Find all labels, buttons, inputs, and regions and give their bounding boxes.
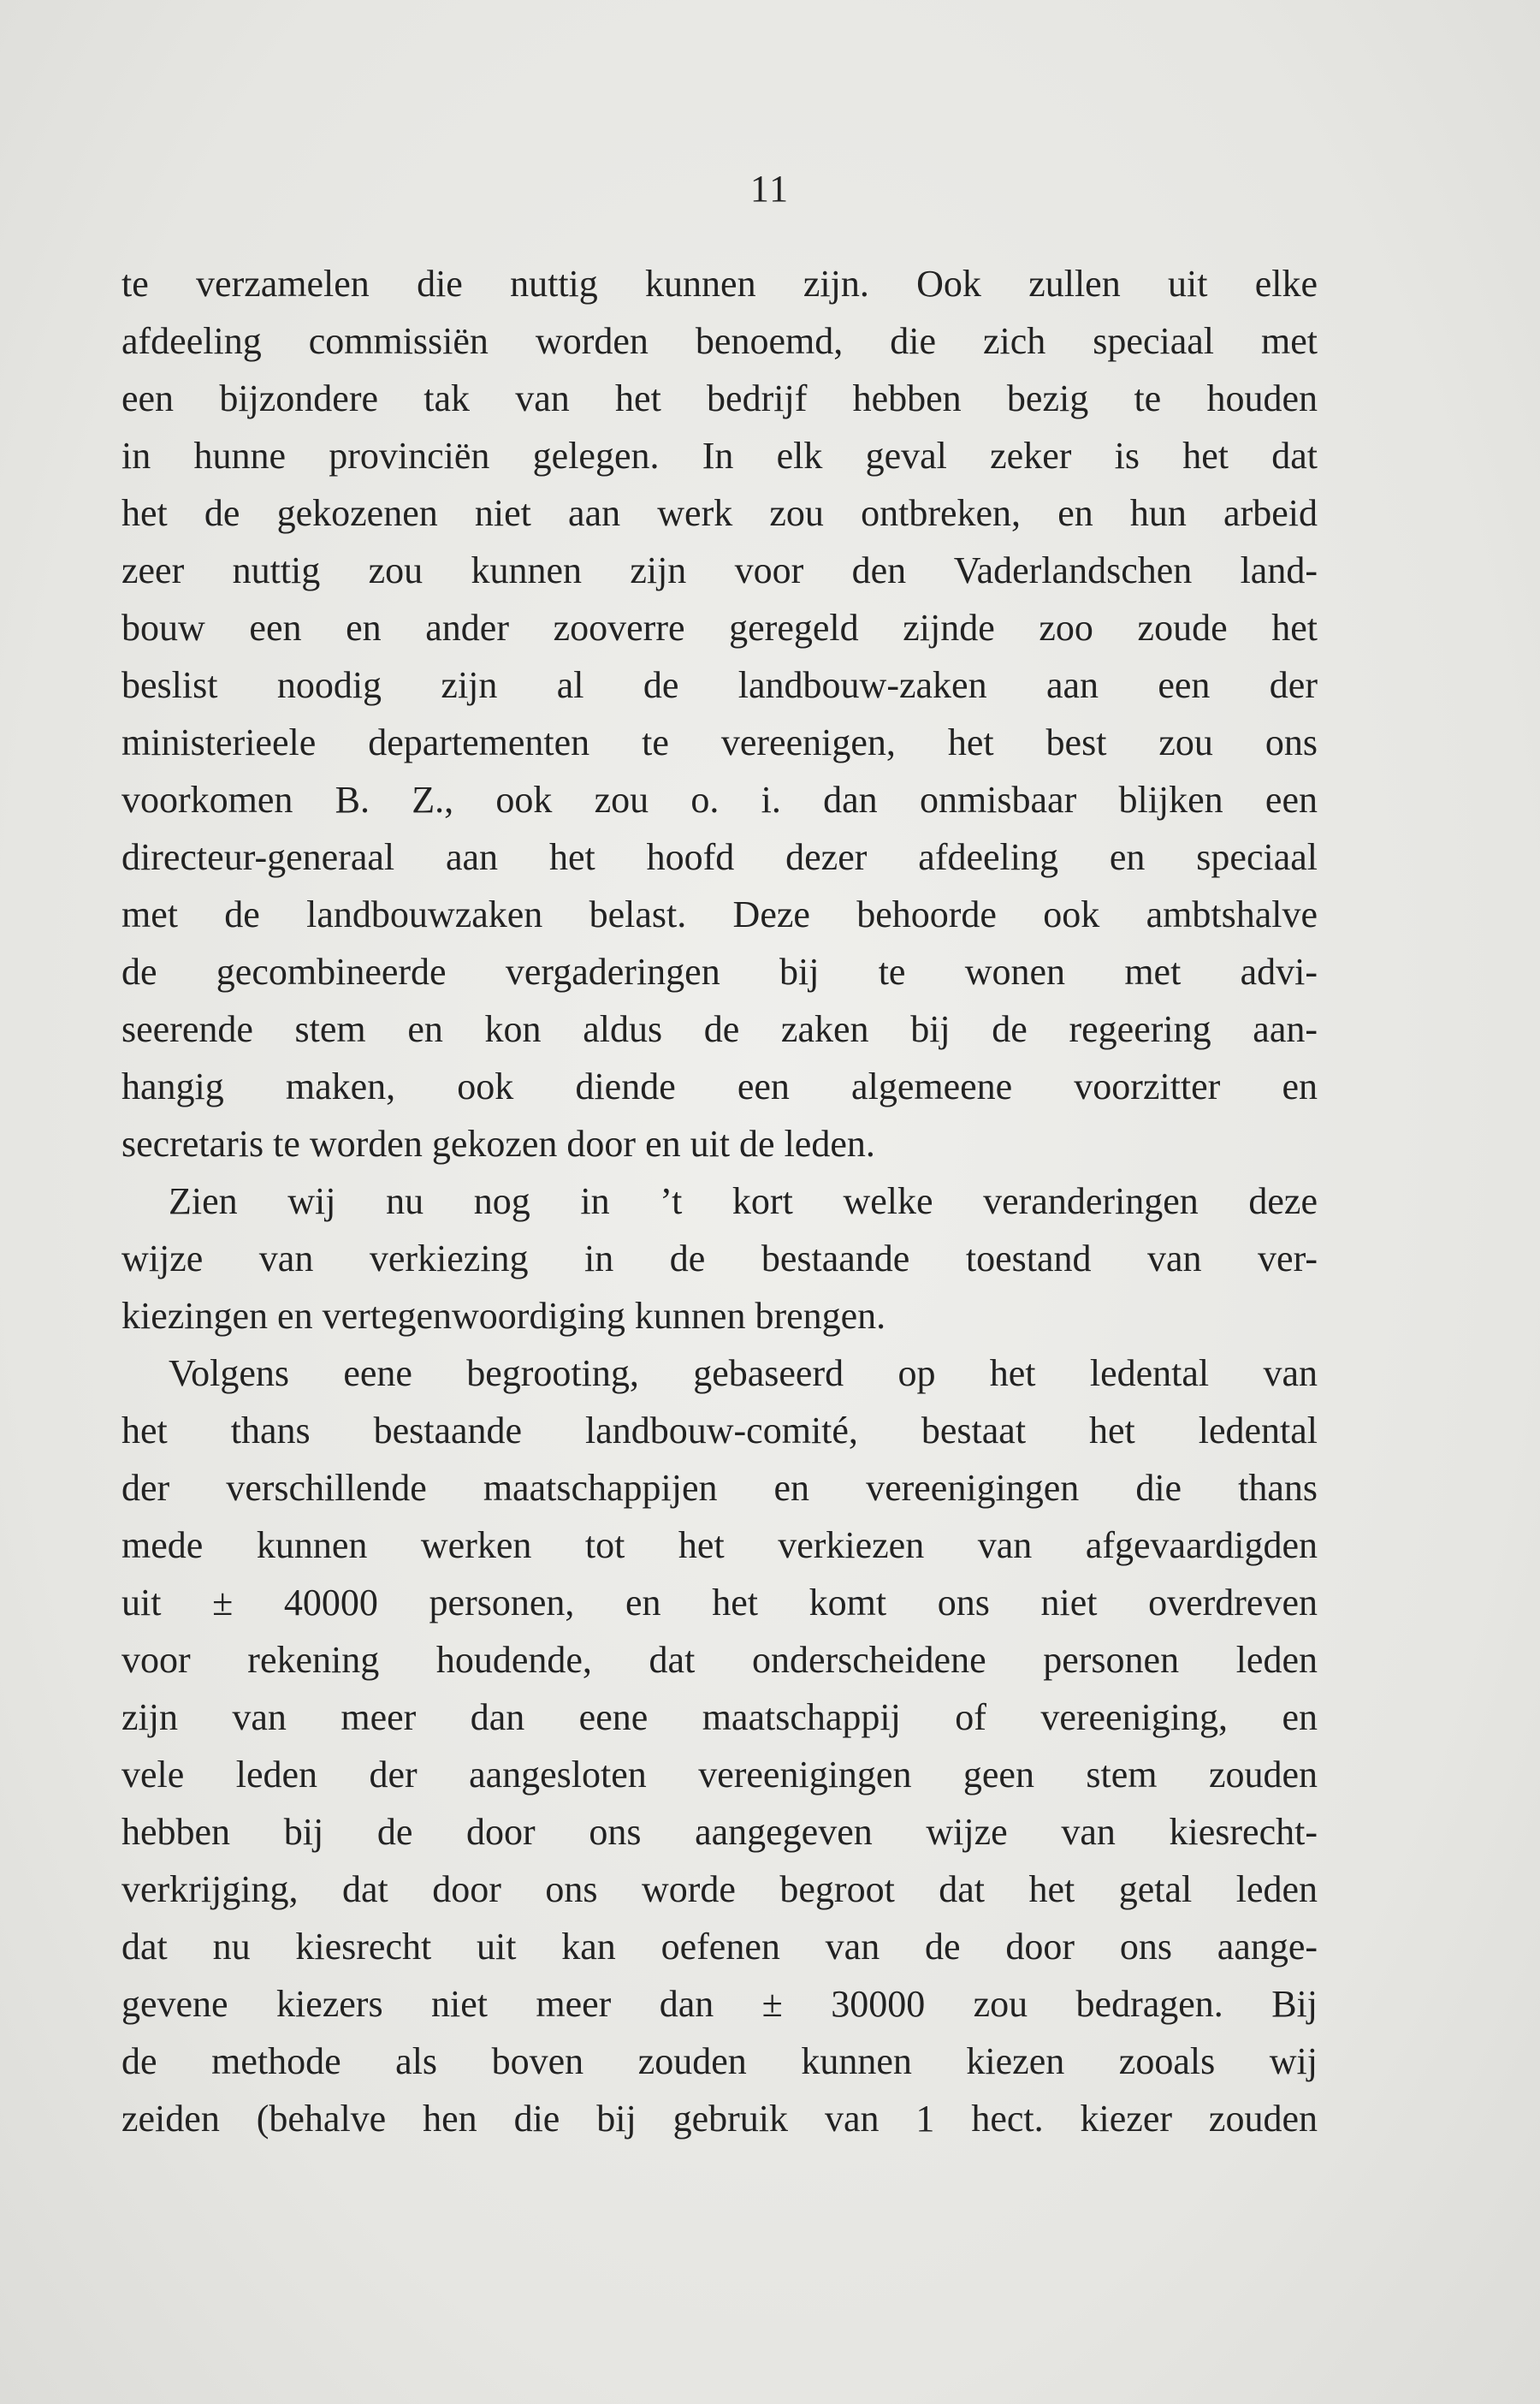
text-line: het thans bestaande landbouw-comité, bestaat het ledental: [121, 1410, 1318, 1451]
body-text: [121, 255, 1318, 2147]
text-line: ministerieele departementen te vereenigen, het best zou ons: [121, 721, 1318, 763]
text-line: directeur-generaal aan het hoofd dezer afdeeling en speciaal: [121, 836, 1318, 878]
text-line: hebben bij de door ons aangegeven wijze van kiesrecht-: [121, 1811, 1318, 1853]
text-line: de methode als boven zouden kunnen kiezen zooals wij: [121, 2040, 1318, 2082]
page-number: 11: [749, 168, 791, 210]
text-line: een bijzondere tak van het bedrijf hebben bezig te houden: [121, 377, 1318, 419]
text-line: vele leden der aangesloten vereenigingen geen stem zouden: [121, 1754, 1318, 1796]
text-line: in hunne provinciën gelegen. In elk geval zeker is het dat: [121, 435, 1318, 477]
text-line: seerende stem en kon aldus de zaken bij de regeering aan-: [121, 1008, 1318, 1050]
paragraph-2: [121, 1172, 1318, 1344]
text-line: Volgens eene begrooting, gebaseerd op het ledental van: [169, 1352, 1318, 1394]
text-line: wijze van verkiezing in de bestaande toestand van ver-: [121, 1238, 1318, 1279]
text-line: gevene kiezers niet meer dan ± 30000 zou bedragen. Bij: [121, 1983, 1318, 2025]
text-line: bouw een en ander zooverre geregeld zijnde zoo zoude het: [121, 607, 1318, 649]
text-line: met de landbouwzaken belast. Deze behoorde ook ambtshalve: [121, 893, 1318, 935]
text-line: kiezingen en vertegenwoordiging kunnen brengen.: [121, 1295, 886, 1337]
text-line: mede kunnen werken tot het verkiezen van afgevaardigden: [121, 1524, 1318, 1566]
text-line: zeiden (behalve hen die bij gebruik van 1 hect. kiezer zouden: [121, 2098, 1318, 2140]
text-line: der verschillende maatschappijen en vereenigingen die thans: [121, 1467, 1318, 1509]
text-line: verkrijging, dat door ons worde begroot dat het getal leden: [121, 1868, 1318, 1910]
text-line: hangig maken, ook diende een algemeene voorzitter en: [121, 1065, 1318, 1107]
text-line: voorkomen B. Z., ook zou o. i. dan onmisbaar blijken een: [121, 779, 1318, 821]
paragraph-3: [121, 1344, 1318, 2147]
text-line: uit ± 40000 personen, en het komt ons niet overdreven: [121, 1582, 1318, 1623]
paragraph-1: [121, 255, 1318, 1172]
text-line: zijn van meer dan eene maatschappij of vereeniging, en: [121, 1696, 1318, 1738]
text-line: beslist noodig zijn al de landbouw-zaken aan een der: [121, 664, 1318, 706]
text-line: het de gekozenen niet aan werk zou ontbreken, en hun arbeid: [121, 492, 1318, 534]
text-line: Zien wij nu nog in ’t kort welke veranderingen deze: [169, 1180, 1318, 1222]
text-line: de gecombineerde vergaderingen bij te wonen met advi-: [121, 951, 1318, 993]
text-line: secretaris te worden gekozen door en uit de leden.: [121, 1123, 875, 1165]
text-line: afdeeling commissiën worden benoemd, die zich speciaal met: [121, 320, 1318, 362]
text-line: voor rekening houdende, dat onderscheidene personen leden: [121, 1639, 1318, 1681]
text-line: te verzamelen die nuttig kunnen zijn. Ook zullen uit elke: [121, 263, 1318, 305]
text-line: zeer nuttig zou kunnen zijn voor den Vaderlandschen land-: [121, 549, 1318, 591]
text-line: dat nu kiesrecht uit kan oefenen van de door ons aange-: [121, 1926, 1318, 1968]
